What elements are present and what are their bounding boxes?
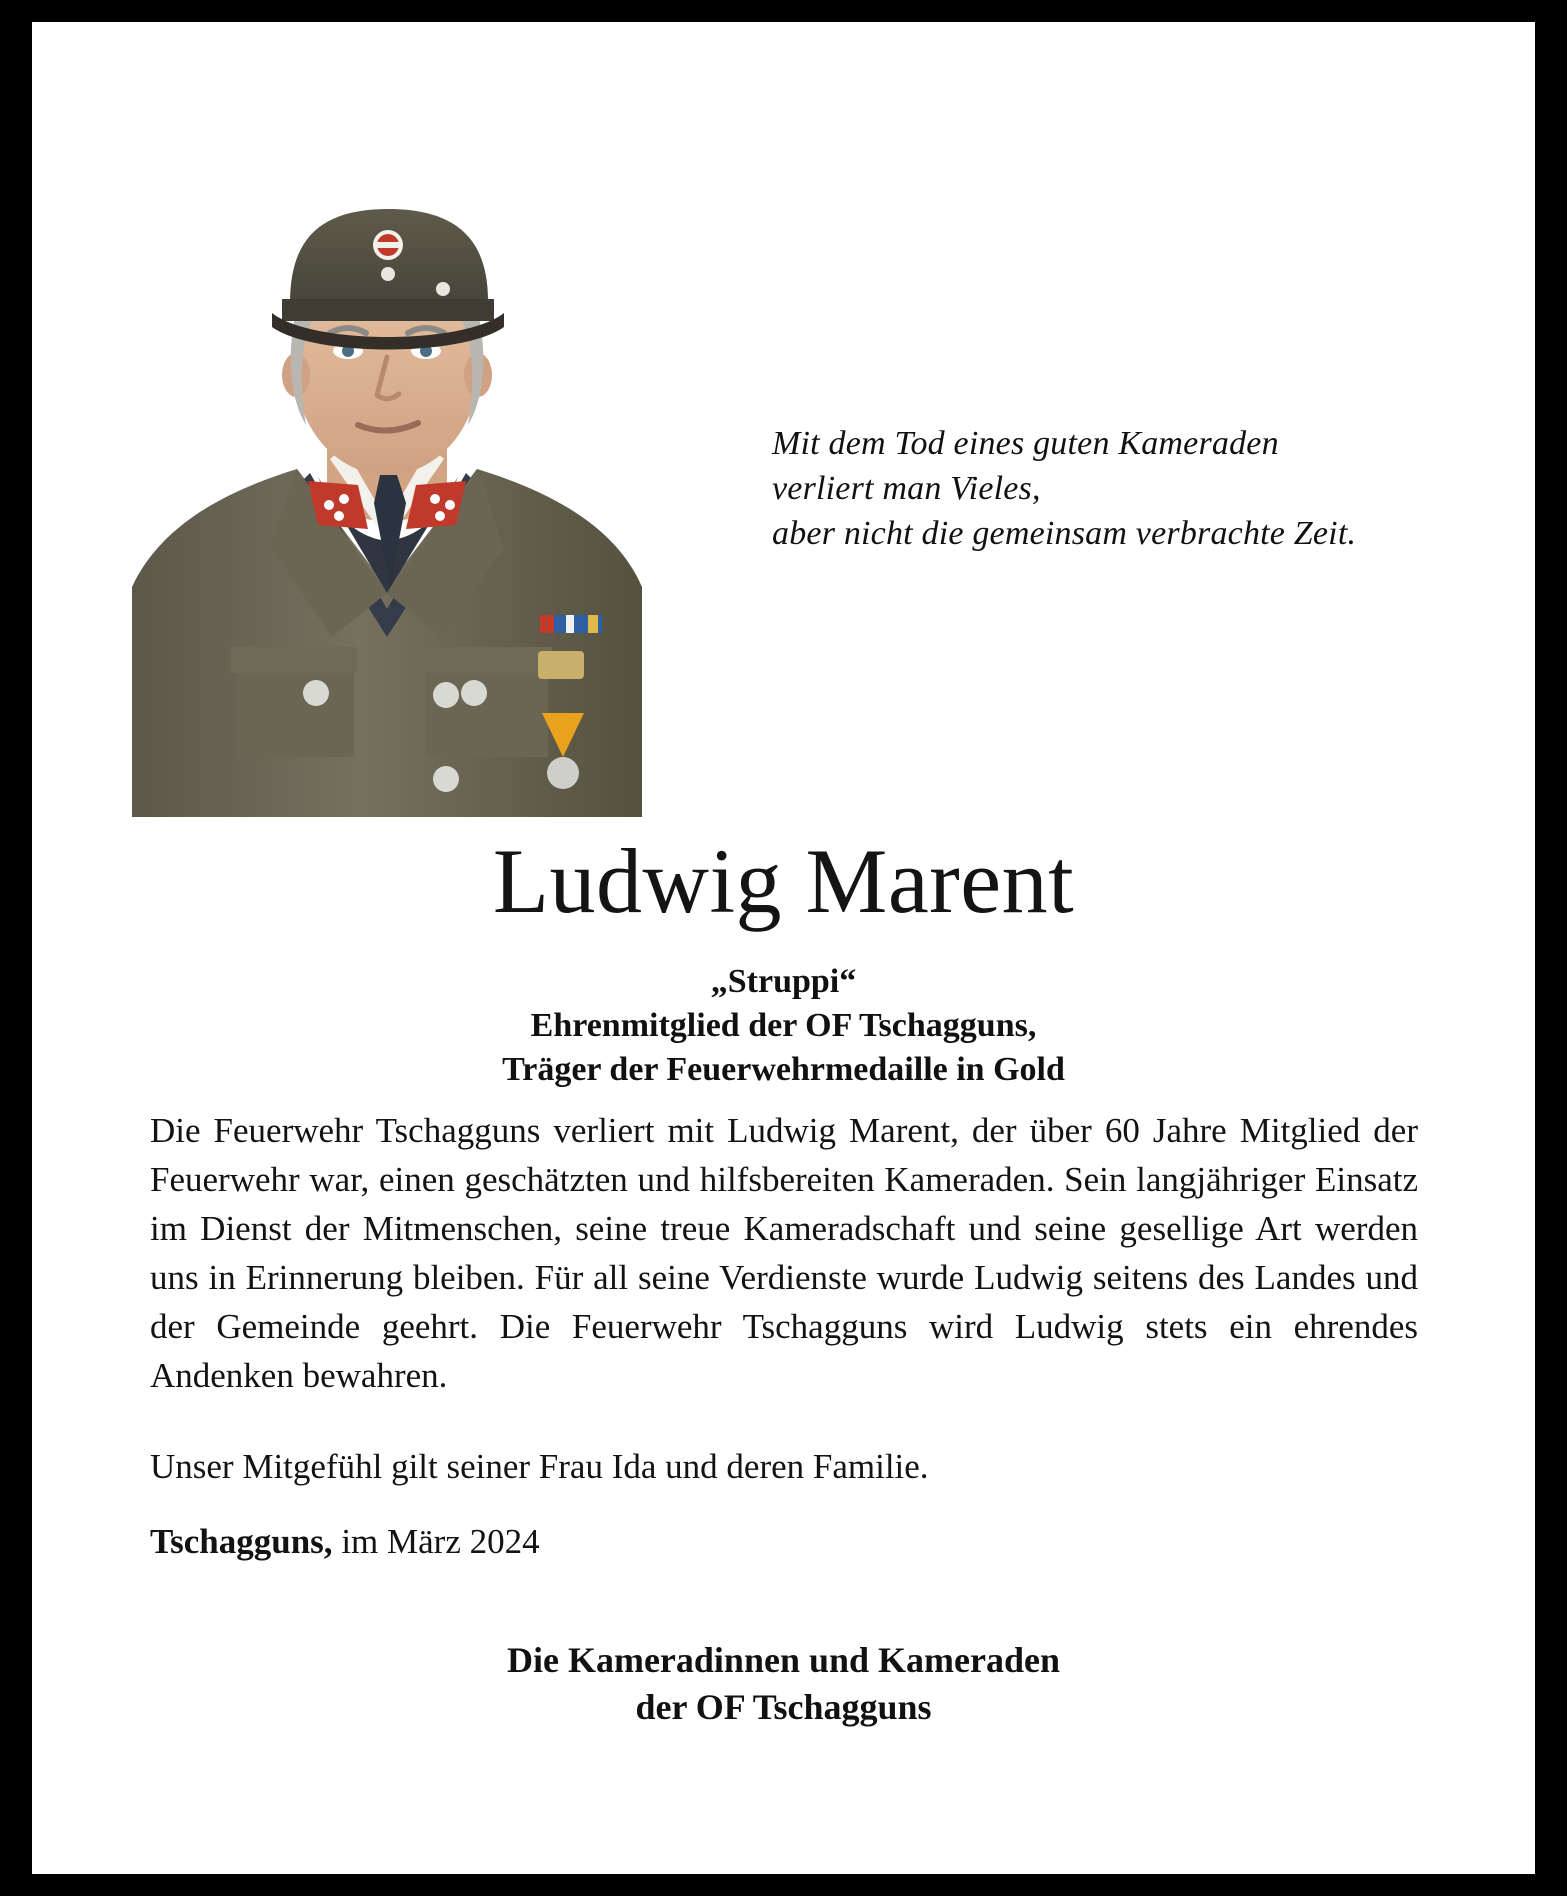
obituary-card [32,22,1535,1874]
obituary-paragraph-1: Die Feuerwehr Tschagguns verliert mit Ludwig Marent, der über 60 Jahre Mitglied der Feuerwehr war, einen geschätzten und hilfsbereiten Kameraden. Sein langjähriger Einsatz im Dienst der Mitmenschen, seine treue Kameradschaft und seine gesellige Art werden uns in Erinnerung bleiben. Für all seine Verdienste wurde Ludwig seitens des Landes und der Gemeinde geehrt. Die Feuerwehr Tschagguns wird Ludwig stets ein ehrendes Andenken bewahren. [150,1111,1418,1395]
deceased-role-line-2: Träger der Feuerwehrmedaille in Gold [502,1051,1065,1089]
place-name: Tschagguns, [150,1522,333,1561]
deceased-nickname: „Struppi“ [710,963,857,1000]
signature-line-1: Die Kameradinnen und Kameraden [506,1640,1061,1680]
motto-text [772,422,1472,557]
deceased-role-line-1: Ehrenmitglied der OF Tschagguns, [530,1007,1037,1045]
portrait-photo [122,117,652,817]
place-date-line [150,1517,1418,1566]
motto-line-3: aber nicht die gemeinsam verbrachte Zeit. [772,514,1357,552]
signature-line-2: der OF Tschagguns [635,1686,932,1727]
motto-line-1: Mit dem Tod eines guten Kameraden [772,425,1279,462]
date-text: im März 2024 [332,1522,540,1561]
signature-block [32,1637,1535,1731]
obituary-paragraph-2: Unser Mitgefühl gilt seiner Frau Ida und deren Familie. [150,1447,929,1486]
deceased-name: Ludwig Marent [492,830,1075,932]
deceased-titles [32,960,1535,1093]
motto-line-2: verliert man Vieles, [772,469,1041,507]
